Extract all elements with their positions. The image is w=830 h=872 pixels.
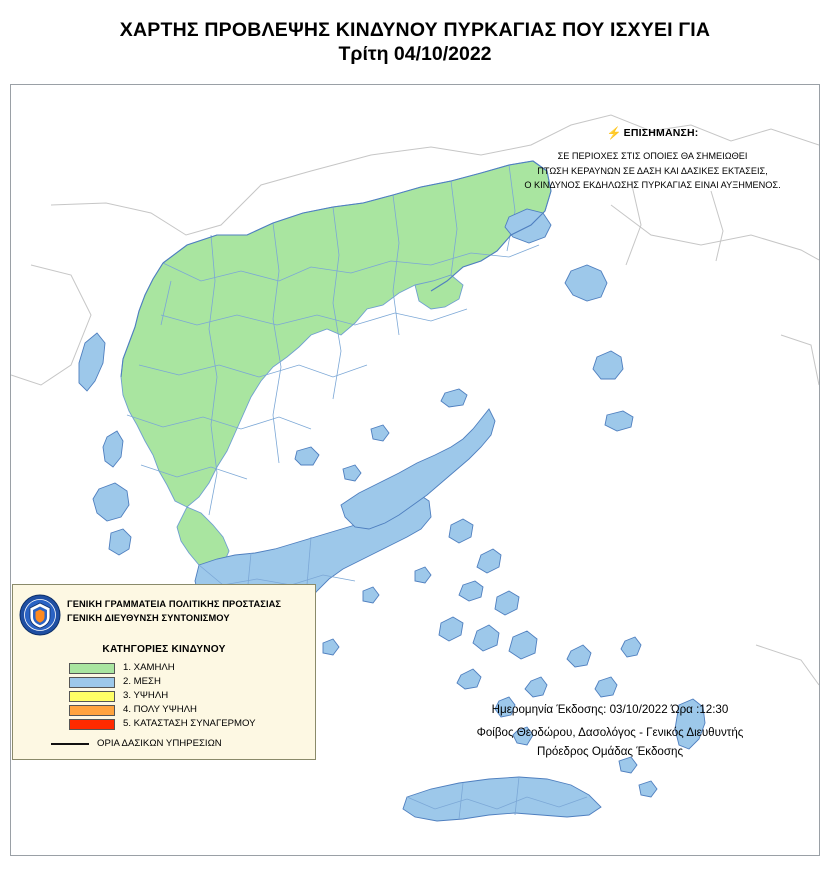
title-line-2: Τρίτη 04/10/2022 — [338, 43, 492, 66]
legend-swatch-2 — [69, 677, 115, 688]
legend-swatch-4 — [69, 705, 115, 716]
legend-panel — [12, 584, 316, 760]
legend-label-4: 4. ΠΟΛΥ ΥΨΗΛΗ — [123, 704, 197, 716]
boundary-line-icon — [51, 743, 89, 745]
issuer-name: Φοίβος Θεοδώρου, Δασολόγος - Γενικός Διευθυντής — [476, 726, 744, 740]
legend-organization — [67, 592, 281, 626]
legend-swatch-1 — [69, 663, 115, 674]
note-body — [505, 149, 800, 192]
legend-boundary-entry — [51, 738, 315, 749]
issuer-role: Πρόεδρος Ομάδας Έκδοσης — [536, 745, 684, 759]
note-heading-text: ΕΠΙΣΗΜΑΝΣΗ: — [623, 127, 699, 139]
page-title — [0, 18, 830, 68]
legend-header — [13, 585, 315, 638]
issue-datetime: Ημερομηνία Έκδοσης: 03/10/2022 Ώρα :12:30 — [491, 703, 729, 716]
note-body-line-1: ΣΕ ΠΕΡΙΟΧΕΣ ΣΤΙΣ ΟΠΟΙΕΣ ΘΑ ΣΗΜΕΙΩΘΕΙ — [557, 151, 748, 162]
title-line-1: ΧΑΡΤΗΣ ΠΡΟΒΛΕΨΗΣ ΚΙΝΔΥΝΟΥ ΠΥΡΚΑΓΙΑΣ ΠΟΥ ΙΣΧΥΕΙ ΓΙΑ — [119, 19, 711, 41]
legend-item-2 — [69, 675, 315, 689]
legend-items — [69, 661, 315, 731]
note-body-line-3: Ο ΚΙΝΔΥΝΟΣ ΕΚΔΗΛΩΣΗΣ ΠΥΡΚΑΓΙΑΣ ΕΙΝΑΙ ΑΥΞΗΜΕΝΟΣ. — [524, 179, 781, 190]
legend-boundary-label: ΟΡΙΑ ΔΑΣΙΚΩΝ ΥΠΗΡΕΣΙΩΝ — [97, 738, 222, 749]
legend-org-line-1: ΓΕΝΙΚΗ ΓΡΑΜΜΑΤΕΙΑ ΠΟΛΙΤΙΚΗΣ ΠΡΟΣΤΑΣΙΑΣ — [67, 599, 282, 609]
legend-label-3: 3. ΥΨΗΛΗ — [123, 690, 169, 702]
legend-item-3 — [69, 689, 315, 703]
legend-org-line-2: ΓΕΝΙΚΗ ΔΙΕΥΘΥΝΣΗ ΣΥΝΤΟΝΙΣΜΟΥ — [67, 612, 230, 623]
lightning-bolt-icon: ⚡ — [606, 126, 622, 140]
legend-item-5 — [69, 717, 315, 731]
note-heading — [505, 125, 800, 142]
civil-protection-logo-icon — [19, 592, 61, 638]
legend-label-1: 1. ΧΑΜΗΛΗ — [123, 662, 175, 674]
legend-label-2: 2. ΜΕΣΗ — [123, 676, 161, 688]
legend-swatch-3 — [69, 691, 115, 702]
legend-item-4 — [69, 703, 315, 717]
legend-item-1 — [69, 661, 315, 675]
issue-info — [420, 700, 800, 761]
legend-title: ΚΑΤΗΓΟΡΙΕΣ ΚΙΝΔΥΝΟΥ — [102, 644, 226, 655]
legend-label-5: 5. ΚΑΤΑΣΤΑΣΗ ΣΥΝΑΓΕΡΜΟΥ — [123, 718, 256, 730]
legend-swatch-5 — [69, 719, 115, 730]
note-body-line-2: ΠΤΩΣΗ ΚΕΡΑΥΝΩΝ ΣΕ ΔΑΣΗ ΚΑΙ ΔΑΣΙΚΕΣ ΕΚΤΑΣΕΙΣ, — [537, 165, 768, 176]
note-block — [505, 125, 800, 192]
